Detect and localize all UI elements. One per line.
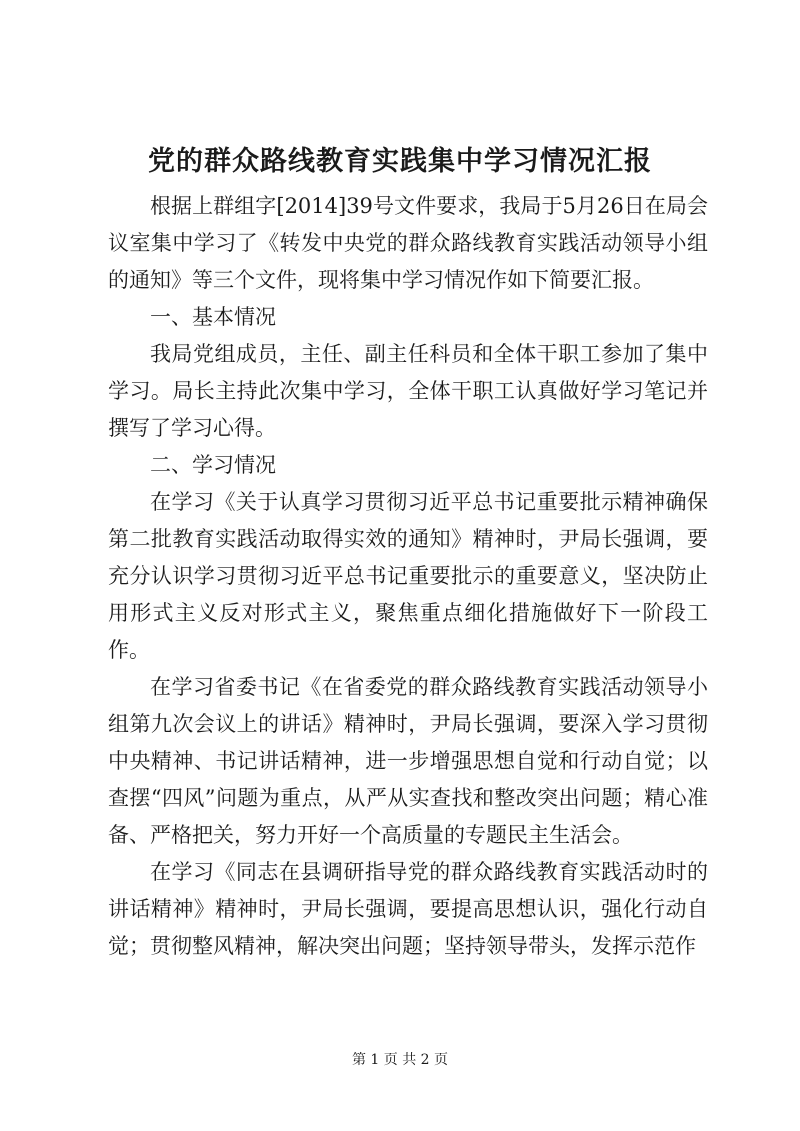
paragraph-study-notice: 在学习《关于认真学习贯彻习近平总书记重要批示精神确保第二批教育实践活动取得实效的通知》精神时，尹局长强调，要充分认识学习贯彻习近平总书记重要批示的重要意义，坚决防止用形式主义反对形式主义，聚焦重点细化措施做好下一阶段工作。: [108, 490, 708, 662]
document-title: 党的群众路线教育实践集中学习情况汇报: [148, 146, 652, 177]
paragraph-study-speech: 在学习省委书记《在省委党的群众路线教育实践活动领导小组第九次会议上的讲话》精神时，尹局长强调，要深入学习贯彻中央精神、书记讲话精神，进一步增强思想自觉和行动自觉；以查摆“四风”问题为重点，从严从实查找和整改突出问题；精心准备、严格把关，努力开好一个高质量的专题民主生活会。: [108, 675, 708, 847]
section-heading-basic-situation: 一、基本情况: [150, 305, 276, 329]
page-number: 第 1 页 共 2 页: [351, 1052, 449, 1068]
document-body: [108, 188, 708, 965]
paragraph-basic-situation: 我局党组成员，主任、副主任科员和全体干职工参加了集中学习。局长主持此次集中学习，全体干职工认真做好学习笔记并撰写了学习心得。: [108, 342, 708, 440]
section-heading-study-situation: 二、学习情况: [150, 453, 276, 477]
paragraph-intro: 根据上群组字[2014]39号文件要求，我局于5月26日在局会议室集中学习了《转发中央党的群众路线教育实践活动领导小组的通知》等三个文件，现将集中学习情况作如下简要汇报。: [108, 194, 708, 292]
paragraph-study-county: 在学习《同志在县调研指导党的群众路线教育实践活动时的讲话精神》精神时，尹局长强调，要提高思想认识，强化行动自觉；贯彻整风精神，解决突出问题；坚持领导带头，发挥示范作: [108, 860, 708, 958]
